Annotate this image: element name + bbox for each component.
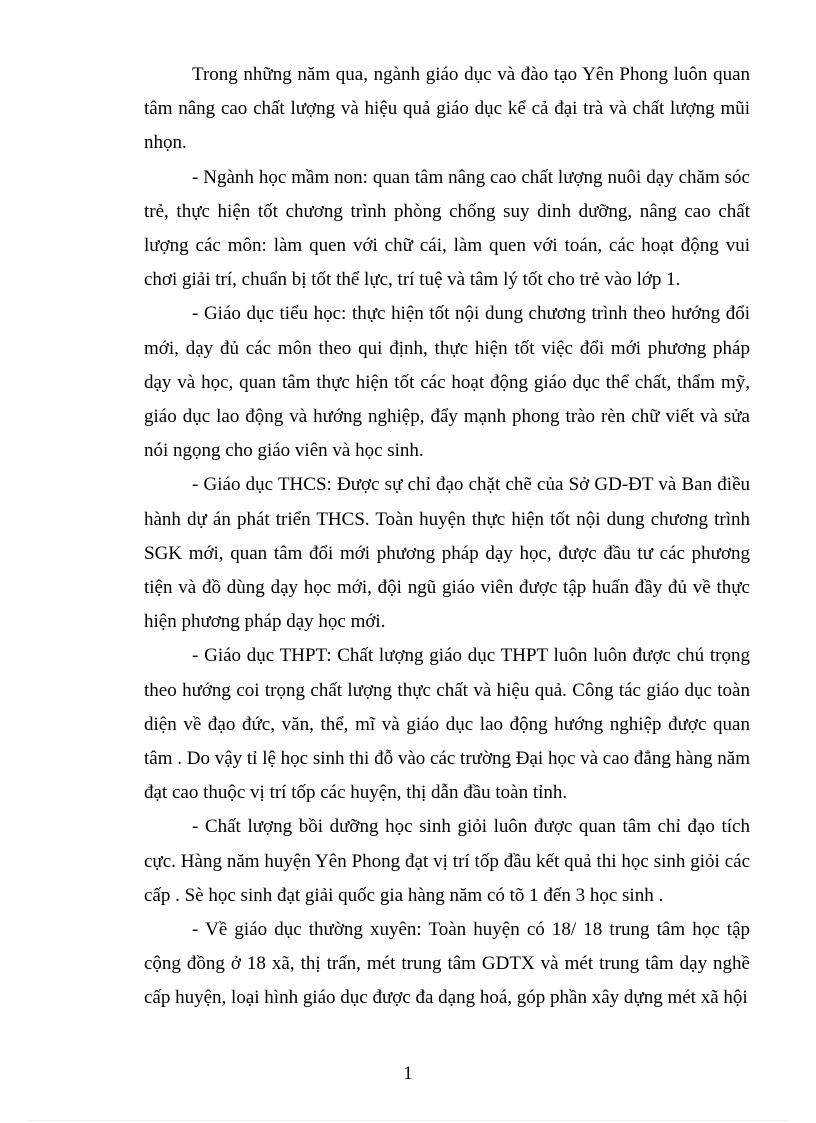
paragraph-gifted-students: - Chất lượng bồi dưỡng học sinh giỏi luôn được quan tâm chỉ đạo tích cực. Hàng năm huyện Yên Phong đạt vị trí tốp đầu kết quả thi học sinh giỏi các cấp . Sè học sinh đạt giải quốc gia hàng năm có tõ 1 đến 3 học sinh .	[144, 816, 750, 906]
page-number: 1	[403, 1063, 413, 1084]
paragraph-continuing-education: - Về giáo dục thường xuyên: Toàn huyện có 18/ 18 trung tâm học tập cộng đồng ở 18 xã, thị trấn, mét trung tâm GDTX và mét trung tâm dạy nghề cấp huyện, loại hình giáo dục được đa dạng hoá, góp phần xây dựng mét xã hội	[144, 919, 750, 1009]
paragraph-intro: Trong những năm qua, ngành giáo dục và đào tạo Yên Phong luôn quan tâm nâng cao chất lượng và hiệu quả giáo dục kể cả đại trà và chất lượng mũi nhọn.	[144, 64, 750, 154]
paragraph-lower-secondary: - Giáo dục THCS: Được sự chỉ đạo chặt chẽ của Sở GD-ĐT và Ban điều hành dự án phát triển THCS. Toàn huyện thực hiện tốt nội dung chương trình SGK mới, quan tâm đổi mới phương pháp dạy học, được đầu tư các phương tiện và đồ dùng dạy học mới, đội ngũ giáo viên được tập huấn đầy đủ về thực hiện phương pháp dạy học mới.	[144, 474, 750, 633]
paragraph-preschool: - Ngành học mầm non: quan tâm nâng cao chất lượng nuôi dạy chăm sóc trẻ, thực hiện tốt chương trình phòng chống suy dinh dưỡng, nâng cao chất lượng các môn: làm quen với chữ cái, làm quen với toán, các hoạt động vui chơi giải trí, chuẩn bị tốt thể lực, trí tuệ và tâm lý tốt cho trẻ vào lớp 1.	[144, 166, 750, 291]
paragraph-upper-secondary: - Giáo dục THPT: Chất lượng giáo dục THPT luôn luôn được chú trọng theo hướng coi trọng chất lượng thực chất và hiệu quả. Công tác giáo dục toàn diện về đạo đức, văn, thể, mĩ và giáo dục lao động hướng nghiệp được quan tâm . Do vậy tỉ lệ học sinh thi đỗ vào các trường Đại học và cao đẳng hàng năm đạt cao thuộc vị trí tốp các huyện, thị dẫn đầu toàn tỉnh.	[144, 645, 751, 804]
body-text	[144, 58, 750, 1016]
page-bottom-divider	[28, 1120, 788, 1121]
paragraph-primary: - Giáo dục tiểu học: thực hiện tốt nội dung chương trình theo hướng đổi mới, dạy đủ các môn theo qui định, thực hiện tốt việc đổi mới phương pháp dạy và học, quan tâm thực hiện tốt các hoạt động giáo dục thể chất, thẩm mỹ, giáo dục lao động và hướng nghiệp, đẩy mạnh phong trào rèn chữ viết và sửa nói ngọng cho giáo viên và học sinh.	[144, 303, 750, 462]
